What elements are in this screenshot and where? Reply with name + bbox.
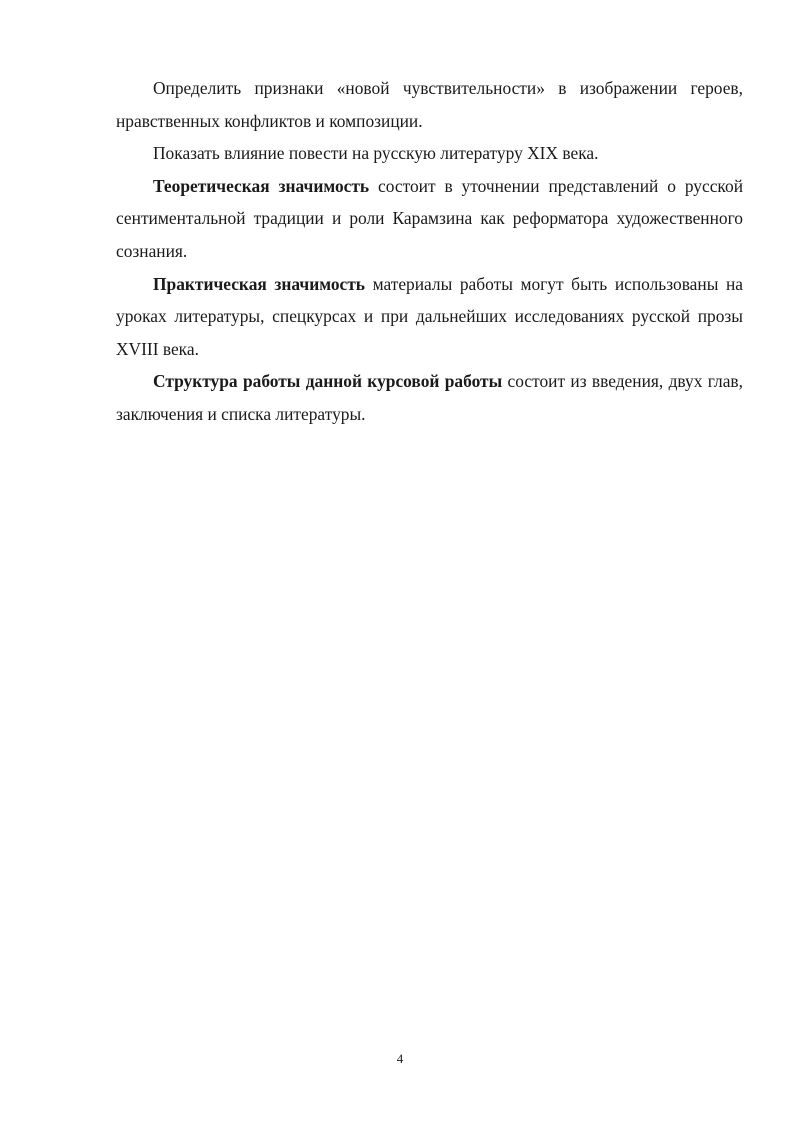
paragraph-text: состоит в уточнении представлений о русской сентиментальной традиции и роли Карамзина как реформатора художественного сознания. bbox=[116, 175, 743, 261]
paragraph-text: Определить признаки «новой чувствительности» в изображении героев, нравственных конфликтов и композиции. bbox=[116, 78, 743, 131]
page-number: 4 bbox=[396, 1051, 404, 1066]
paragraph-practical-significance bbox=[116, 268, 743, 366]
paragraph-text: Показать влияние повести на русскую литературу XIX века. bbox=[153, 143, 599, 164]
paragraph-text: состоит из введения, двух глав, заключения и списка литературы. bbox=[116, 371, 743, 424]
paragraph-goal bbox=[116, 72, 743, 137]
paragraph-structure bbox=[116, 365, 743, 430]
paragraph-theoretical-significance bbox=[116, 170, 743, 268]
body-text bbox=[116, 72, 743, 431]
paragraph-lead: Практическая значимость bbox=[153, 273, 365, 294]
paragraph-lead: Теоретическая значимость bbox=[153, 175, 370, 196]
paragraph-text: материалы работы могут быть использованы на уроках литературы, спецкурсах и при дальнейших исследованиях русской прозы XVIII века. bbox=[116, 273, 743, 359]
paragraph-lead: Структура работы данной курсовой работы bbox=[153, 371, 503, 392]
paragraph-influence bbox=[116, 137, 743, 170]
